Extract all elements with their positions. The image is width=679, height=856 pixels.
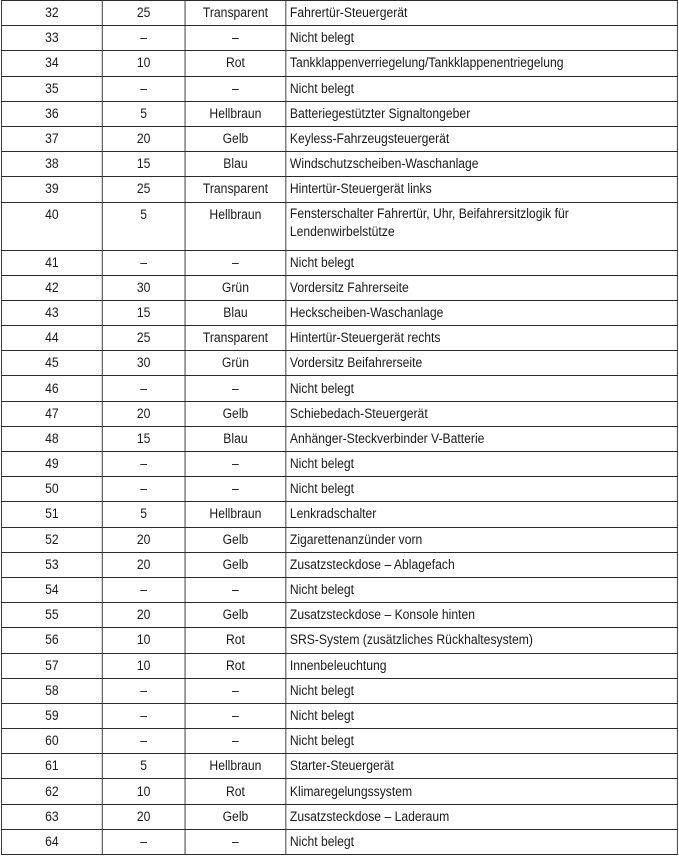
fuse-number-cell: 58	[1, 678, 102, 703]
table-row	[1, 829, 677, 854]
circuit-description-cell: Zusatzsteckdose – Laderaum	[286, 804, 677, 829]
table-row	[1, 202, 677, 250]
fuse-color-cell: –	[185, 376, 286, 401]
fuse-number-cell: 48	[1, 426, 102, 451]
table-row	[1, 779, 677, 804]
circuit-description-cell: Schiebedach-Steuergerät	[286, 401, 677, 426]
table-row	[1, 577, 677, 602]
fuse-color-cell: Blau	[185, 426, 286, 451]
circuit-description-cell: Zusatzsteckdose – Konsole hinten	[286, 603, 677, 628]
fuse-number-cell: 64	[1, 829, 102, 854]
circuit-description-cell: Nicht belegt	[286, 729, 677, 754]
fuse-number-cell: 39	[1, 177, 102, 202]
amperage-cell: –	[102, 477, 185, 502]
amperage-cell: 10	[102, 51, 185, 76]
fuse-number-cell: 38	[1, 152, 102, 177]
circuit-description-cell: Nicht belegt	[286, 76, 677, 101]
amperage-cell: –	[102, 829, 185, 854]
table-row	[1, 452, 677, 477]
circuit-description-cell: Klimaregelungssystem	[286, 779, 677, 804]
fuse-number-cell: 41	[1, 250, 102, 275]
fuse-number-cell: 60	[1, 729, 102, 754]
table-row	[1, 653, 677, 678]
table-row	[1, 603, 677, 628]
fuse-number-cell: 49	[1, 452, 102, 477]
circuit-description-cell: Nicht belegt	[286, 829, 677, 854]
circuit-description-cell: Tankklappenverriegelung/Tankklappenentriegelung	[286, 51, 677, 76]
fuse-color-cell: Transparent	[185, 326, 286, 351]
fuse-color-cell: –	[185, 577, 286, 602]
amperage-cell: –	[102, 577, 185, 602]
circuit-description-cell: Starter-Steuergerät	[286, 754, 677, 779]
fuse-color-cell: Gelb	[185, 804, 286, 829]
fuse-number-cell: 42	[1, 275, 102, 300]
fuse-number-cell: 37	[1, 126, 102, 151]
table-row	[1, 502, 677, 527]
circuit-description-cell: Lenkradschalter	[286, 502, 677, 527]
circuit-description-cell: Windschutzscheiben-Waschanlage	[286, 152, 677, 177]
fuse-number-cell: 59	[1, 703, 102, 728]
circuit-description-cell: Hintertür-Steuergerät links	[286, 177, 677, 202]
circuit-description-cell: Nicht belegt	[286, 250, 677, 275]
fuse-number-cell: 51	[1, 502, 102, 527]
table-row	[1, 126, 677, 151]
fuse-color-cell: Hellbraun	[185, 502, 286, 527]
fuse-color-cell: Gelb	[185, 527, 286, 552]
table-row	[1, 678, 677, 703]
amperage-cell: –	[102, 452, 185, 477]
table-row	[1, 552, 677, 577]
fuse-number-cell: 43	[1, 300, 102, 325]
circuit-description-cell: Fahrertür-Steuergerät	[286, 1, 677, 26]
amperage-cell: 30	[102, 275, 185, 300]
fuse-number-cell: 35	[1, 76, 102, 101]
fuse-number-cell: 56	[1, 628, 102, 653]
fuse-number-cell: 32	[1, 1, 102, 26]
amperage-cell: 25	[102, 177, 185, 202]
fuse-number-cell: 62	[1, 779, 102, 804]
amperage-cell: –	[102, 376, 185, 401]
fuse-number-cell: 47	[1, 401, 102, 426]
table-row	[1, 51, 677, 76]
circuit-description-cell: Hintertür-Steuergerät rechts	[286, 326, 677, 351]
amperage-cell: 15	[102, 426, 185, 451]
amperage-cell: 15	[102, 152, 185, 177]
table-row	[1, 351, 677, 376]
circuit-description-cell: Zigarettenanzünder vorn	[286, 527, 677, 552]
amperage-cell: 5	[102, 502, 185, 527]
fuse-color-cell: –	[185, 76, 286, 101]
fuse-color-cell: Hellbraun	[185, 754, 286, 779]
table-row	[1, 804, 677, 829]
fuse-color-cell: Grün	[185, 275, 286, 300]
amperage-cell: 10	[102, 779, 185, 804]
circuit-description-cell: Innenbeleuchtung	[286, 653, 677, 678]
fuse-color-cell: Hellbraun	[185, 202, 286, 250]
fuse-color-cell: Rot	[185, 779, 286, 804]
table-row	[1, 754, 677, 779]
circuit-description-cell: Vordersitz Beifahrerseite	[286, 351, 677, 376]
circuit-description-cell: Nicht belegt	[286, 703, 677, 728]
fuse-color-cell: Gelb	[185, 552, 286, 577]
fuse-number-cell: 36	[1, 101, 102, 126]
amperage-cell: –	[102, 250, 185, 275]
amperage-cell: 5	[102, 754, 185, 779]
circuit-description-cell: Nicht belegt	[286, 577, 677, 602]
amperage-cell: 10	[102, 628, 185, 653]
fuse-color-cell: Grün	[185, 351, 286, 376]
table-row	[1, 275, 677, 300]
amperage-cell: 20	[102, 527, 185, 552]
table-row	[1, 76, 677, 101]
circuit-description-cell: Fensterschalter Fahrertür, Uhr, Beifahrersitzlogik für Lendenwirbelstütze	[286, 202, 677, 250]
fuse-color-cell: Rot	[185, 628, 286, 653]
table-row	[1, 1, 677, 26]
fuse-number-cell: 54	[1, 577, 102, 602]
fuse-color-cell: Transparent	[185, 177, 286, 202]
amperage-cell: –	[102, 703, 185, 728]
amperage-cell: 10	[102, 653, 185, 678]
amperage-cell: –	[102, 729, 185, 754]
circuit-description-cell: SRS-System (zusätzliches Rückhaltesystem)	[286, 628, 677, 653]
fuse-number-cell: 53	[1, 552, 102, 577]
fuse-table	[1, 0, 678, 855]
amperage-cell: 5	[102, 202, 185, 250]
amperage-cell: 30	[102, 351, 185, 376]
fuse-color-cell: Gelb	[185, 126, 286, 151]
amperage-cell: 20	[102, 126, 185, 151]
circuit-description-cell: Heckscheiben-Waschanlage	[286, 300, 677, 325]
circuit-description-cell: Nicht belegt	[286, 452, 677, 477]
fuse-color-cell: Hellbraun	[185, 101, 286, 126]
fuse-color-cell: –	[185, 26, 286, 51]
circuit-description-cell: Nicht belegt	[286, 678, 677, 703]
amperage-cell: 20	[102, 603, 185, 628]
fuse-number-cell: 50	[1, 477, 102, 502]
fuse-color-cell: –	[185, 829, 286, 854]
circuit-description-cell: Keyless-Fahrzeugsteuergerät	[286, 126, 677, 151]
amperage-cell: 25	[102, 326, 185, 351]
fuse-color-cell: Transparent	[185, 1, 286, 26]
fuse-number-cell: 40	[1, 202, 102, 250]
table-row	[1, 326, 677, 351]
table-row	[1, 527, 677, 552]
amperage-cell: –	[102, 26, 185, 51]
fuse-color-cell: –	[185, 452, 286, 477]
table-row	[1, 152, 677, 177]
amperage-cell: 20	[102, 401, 185, 426]
fuse-number-cell: 63	[1, 804, 102, 829]
fuse-table-body	[1, 1, 677, 855]
circuit-description-cell: Vordersitz Fahrerseite	[286, 275, 677, 300]
fuse-number-cell: 46	[1, 376, 102, 401]
table-row	[1, 426, 677, 451]
circuit-description-cell: Nicht belegt	[286, 376, 677, 401]
table-row	[1, 477, 677, 502]
fuse-number-cell: 61	[1, 754, 102, 779]
fuse-number-cell: 52	[1, 527, 102, 552]
circuit-description-cell: Zusatzsteckdose – Ablagefach	[286, 552, 677, 577]
fuse-number-cell: 55	[1, 603, 102, 628]
fuse-color-cell: –	[185, 678, 286, 703]
fuse-color-cell: Gelb	[185, 603, 286, 628]
table-row	[1, 376, 677, 401]
fuse-color-cell: Gelb	[185, 401, 286, 426]
fuse-color-cell: –	[185, 703, 286, 728]
amperage-cell: 20	[102, 552, 185, 577]
amperage-cell: –	[102, 76, 185, 101]
amperage-cell: 5	[102, 101, 185, 126]
circuit-description-cell: Nicht belegt	[286, 26, 677, 51]
fuse-color-cell: Blau	[185, 300, 286, 325]
fuse-color-cell: –	[185, 729, 286, 754]
fuse-color-cell: –	[185, 477, 286, 502]
table-row	[1, 401, 677, 426]
fuse-color-cell: Rot	[185, 653, 286, 678]
fuse-color-cell: –	[185, 250, 286, 275]
table-row	[1, 729, 677, 754]
table-row	[1, 177, 677, 202]
table-row	[1, 101, 677, 126]
fuse-number-cell: 57	[1, 653, 102, 678]
amperage-cell: –	[102, 678, 185, 703]
fuse-number-cell: 45	[1, 351, 102, 376]
fuse-number-cell: 34	[1, 51, 102, 76]
table-row	[1, 628, 677, 653]
fuse-number-cell: 33	[1, 26, 102, 51]
table-row	[1, 250, 677, 275]
amperage-cell: 20	[102, 804, 185, 829]
circuit-description-cell: Nicht belegt	[286, 477, 677, 502]
fuse-color-cell: Rot	[185, 51, 286, 76]
table-row	[1, 26, 677, 51]
fuse-number-cell: 44	[1, 326, 102, 351]
table-row	[1, 300, 677, 325]
circuit-description-cell: Batteriegestützter Signaltongeber	[286, 101, 677, 126]
table-row	[1, 703, 677, 728]
circuit-description-cell: Anhänger-Steckverbinder V-Batterie	[286, 426, 677, 451]
amperage-cell: 15	[102, 300, 185, 325]
amperage-cell: 25	[102, 1, 185, 26]
fuse-color-cell: Blau	[185, 152, 286, 177]
